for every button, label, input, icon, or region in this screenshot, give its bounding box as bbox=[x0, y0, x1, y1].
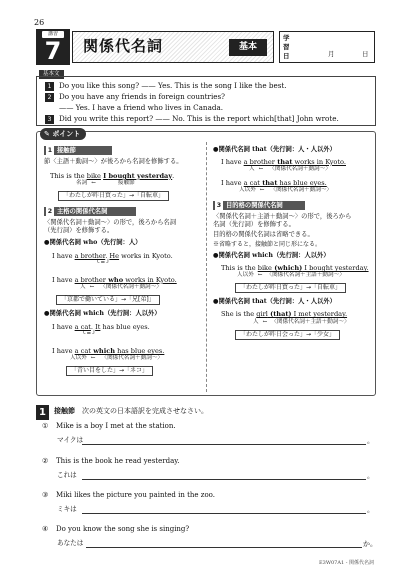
s1-translation: 「わたしが昨日買った」→「自転車」 bbox=[58, 191, 169, 201]
section-2-title: 2 主格の関係代名詞 bbox=[44, 207, 136, 216]
which-obj-heading: ●関係代名詞 which（先行詞：人以外） bbox=[213, 252, 330, 260]
which-equals-mark: └ ═ ┘ bbox=[82, 331, 96, 338]
who-translation: 「京都で働いている」→「兄[弟]」 bbox=[56, 295, 160, 305]
that-example-2: I have a cat that has blue eyes. bbox=[221, 179, 327, 188]
that-tags-2: 人以外 ← 〈関係代名詞＋動詞～〉 bbox=[239, 187, 333, 194]
section-2-desc-1: 〈関係代名詞＋動詞～〉の形で，後ろから名詞 bbox=[44, 219, 177, 227]
answer-1-end: 。 bbox=[367, 437, 374, 445]
answer-3-end: 。 bbox=[367, 506, 374, 514]
level-badge: 基本 bbox=[229, 39, 267, 56]
column-divider bbox=[206, 142, 207, 392]
point-label: ✎ ポイント bbox=[40, 128, 86, 140]
lesson-number: 7 bbox=[44, 37, 62, 65]
which-heading: ●関係代名詞 which（先行詞：人以外） bbox=[44, 310, 161, 318]
answer-1-prefix: マイクは bbox=[57, 436, 84, 444]
section-3-desc-1: 〈関係代名詞＋主語＋動詞～〉の形で，後ろから bbox=[213, 213, 352, 221]
that-obj-tags: 人 ← 〈関係代名詞＋主語＋動詞～〉 bbox=[253, 318, 350, 325]
question-2: ② This is the book he read yesterday. bbox=[42, 457, 180, 465]
answer-3-prefix: ミキは bbox=[57, 505, 77, 513]
section-2-desc-2: （先行詞）を修飾する。 bbox=[44, 226, 114, 234]
question-3: ③ Miki likes the picture you painted in the zoo. bbox=[42, 491, 216, 499]
basic-line-1: 1 Do you like this song? —— Yes. This is the song I like the best. bbox=[45, 80, 367, 91]
page-title: 関係代名詞 bbox=[83, 37, 164, 55]
point-left-column bbox=[44, 146, 200, 376]
section-3-title: 3 目的格の関係代名詞 bbox=[213, 201, 305, 210]
question-4: ④ Do you know the song she is singing? bbox=[42, 525, 190, 533]
that-heading-2: ●関係代名詞 that（先行詞：人・人以外） bbox=[213, 298, 336, 306]
who-example-2: I have a brother who works in Kyoto. bbox=[52, 275, 177, 284]
which-example-1: I have a cat. It has blue eyes. bbox=[52, 322, 150, 331]
lesson-label: 講習 bbox=[42, 31, 64, 38]
that-tags-1: 人 ← 〈関係代名詞＋動詞～〉 bbox=[249, 166, 331, 173]
question-1: ① Mike is a boy I met at the station. bbox=[42, 422, 176, 430]
study-date-box[interactable] bbox=[279, 31, 375, 63]
that-example-1: I have a brother that works in Kyoto. bbox=[221, 157, 346, 166]
basic-line-2b: —— Yes. I have a friend who lives in Canada. bbox=[59, 103, 224, 112]
title-box bbox=[72, 31, 274, 63]
which-example-2: I have a cat which has blue eyes. bbox=[52, 347, 165, 356]
point-right-column bbox=[213, 146, 371, 340]
who-equals-mark: └ ═ ┘ bbox=[96, 259, 110, 266]
answer-2-end: 。 bbox=[367, 472, 374, 480]
basic-line-3: 3 Did you write this report? —— No. This is the report which[that] John wrote. bbox=[45, 113, 367, 124]
who-tags: 人 ← 〈関係代名詞＋動詞～〉 bbox=[80, 284, 162, 291]
answer-1-line[interactable] bbox=[82, 444, 366, 445]
that-obj-translation: 「わたしが昨日会った」→「少女」 bbox=[235, 330, 340, 340]
section-3-desc-4: ※省略すると，接触節と同じ形になる。 bbox=[213, 240, 322, 248]
section-3-desc-3: 目的格の関係代名詞は省略できる。 bbox=[213, 231, 314, 239]
basic-label: 基本文 bbox=[39, 70, 64, 79]
answer-3-line[interactable] bbox=[82, 513, 366, 514]
which-obj-tags: 人以外 ← 〈関係代名詞＋主語＋動詞～〉 bbox=[237, 272, 345, 279]
page-number: 26 bbox=[34, 18, 45, 27]
that-heading-1: ●関係代名詞 that（先行詞：人・人以外） bbox=[213, 146, 336, 153]
who-example-1: I have a brother. He works in Kyoto. bbox=[52, 251, 173, 260]
which-translation: 「青い目をした」→「ネコ」 bbox=[66, 366, 153, 376]
s1-tags: 名詞 ← 接触節 bbox=[76, 180, 135, 187]
section-1-desc: 節〈主語＋動詞～〉が後ろから名詞を修飾する。 bbox=[44, 158, 183, 165]
basic-line-2: 2 Do you have any friends in foreign countries? bbox=[45, 91, 367, 102]
which-tags: 人以外 ← 〈関係代名詞＋動詞～〉 bbox=[70, 355, 164, 362]
answer-2-line[interactable] bbox=[82, 479, 366, 480]
who-heading: ●関係代名詞 who（先行詞：人） bbox=[44, 238, 142, 246]
answer-4-end: か。 bbox=[363, 540, 377, 548]
answer-4-prefix: あなたは bbox=[57, 539, 84, 547]
section-3-desc-2: 名詞（先行詞）を修飾する。 bbox=[213, 221, 295, 229]
which-obj-translation: 「わたしが昨日買った」→「自転車」 bbox=[235, 283, 346, 293]
footer-code: E3W07A1 - 関係代名詞 bbox=[319, 560, 374, 566]
s1-example: This is the bike I bought yesterday. bbox=[50, 171, 175, 180]
exercise-instruction: 接触節 次の英文の日本語訳を完成させなさい。 bbox=[54, 407, 208, 415]
section-1-title: 1 接触節 bbox=[44, 146, 112, 155]
month-label: 月 bbox=[328, 50, 335, 58]
exercise-number: 1 bbox=[36, 405, 49, 420]
date-label: 学習日 bbox=[283, 34, 290, 60]
lesson-badge bbox=[36, 29, 70, 65]
basic-sentences bbox=[36, 76, 376, 126]
that-obj-example: She is the girl (that) I met yesterday. bbox=[221, 310, 348, 319]
answer-2-prefix: これは bbox=[57, 471, 77, 479]
answer-4-line[interactable] bbox=[86, 547, 362, 548]
day-label: 日 bbox=[362, 50, 369, 58]
which-obj-example: This is the bike (which) I bought yesterday. bbox=[221, 264, 369, 273]
pencil-icon: ✎ bbox=[44, 130, 50, 138]
